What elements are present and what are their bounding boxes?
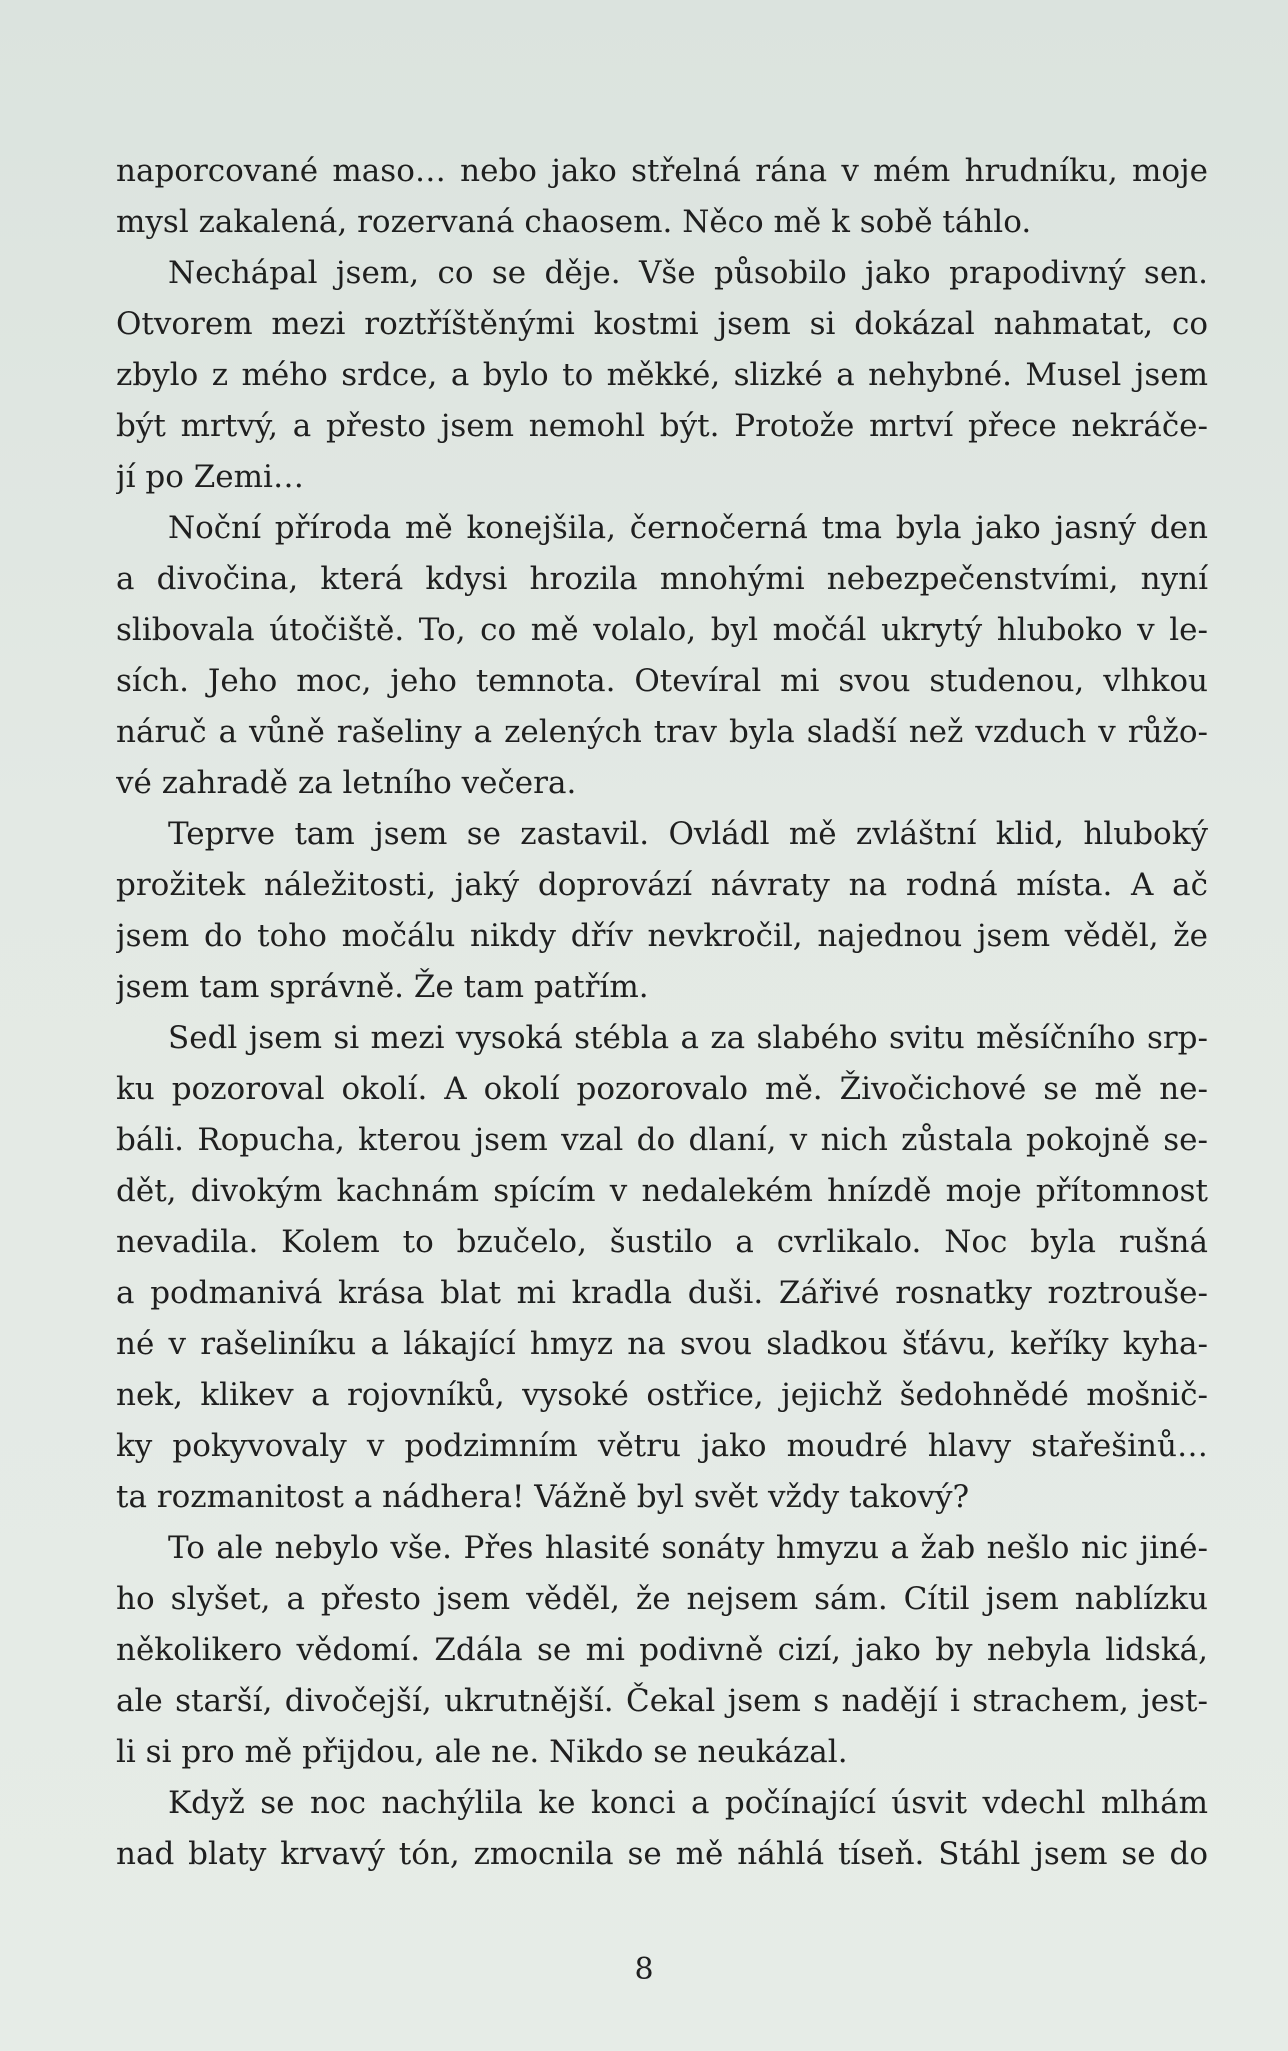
text-line: zbylo z mého srdce, a bylo to měkké, slizké a nehybné. Musel jsem xyxy=(116,357,1208,393)
text-line: naporcované maso… nebo jako střelná rána v mém hrudníku, moje xyxy=(116,153,1208,189)
text-line: Otvorem mezi roztříštěnými kostmi jsem si dokázal nahmatat, co xyxy=(116,306,1208,342)
text-line: To ale nebylo vše. Přes hlasité sonáty hmyzu a žab nešlo nic jiné- xyxy=(168,1530,1208,1566)
text-line: nek, klikev a rojovníků, vysoké ostřice, jejichž šedohnědé mošnič- xyxy=(116,1377,1208,1413)
text-line: Když se noc nachýlila ke konci a počínající úsvit vdechl mlhám xyxy=(168,1785,1208,1821)
text-line: nevadila. Kolem to bzučelo, šustilo a cvrlikalo. Noc byla rušná xyxy=(116,1224,1208,1260)
text-line: sích. Jeho moc, jeho temnota. Otevíral mi svou studenou, vlhkou xyxy=(116,663,1208,699)
text-line: jsem tam správně. Že tam patřím. xyxy=(116,969,649,1005)
text-line: né v rašeliníku a lákající hmyz na svou sladkou šťávu, keříky kyha- xyxy=(116,1326,1208,1362)
text-line: nad blaty krvavý tón, zmocnila se mě náhlá tíseň. Stáhl jsem se do xyxy=(116,1836,1208,1872)
text-line: Sedl jsem si mezi vysoká stébla a za slabého svitu měsíčního srp- xyxy=(168,1020,1208,1056)
body-text xyxy=(116,146,1208,1880)
text-line: ku pozoroval okolí. A okolí pozorovalo mě. Živočichové se mě ne- xyxy=(116,1071,1208,1107)
text-line: Nechápal jsem, co se děje. Vše působilo jako prapodivný sen. xyxy=(168,255,1208,291)
text-line: ho slyšet, a přesto jsem věděl, že nejsem sám. Cítil jsem nablízku xyxy=(116,1581,1208,1617)
text-line: Noční příroda mě konejšila, černočerná tma byla jako jasný den xyxy=(168,510,1208,546)
text-line: li si pro mě přijdou, ale ne. Nikdo se neukázal. xyxy=(116,1734,848,1770)
text-line: vé zahradě za letního večera. xyxy=(116,765,577,801)
text-line: jí po Zemi… xyxy=(116,459,304,495)
text-line: být mrtvý, a přesto jsem nemohl být. Protože mrtví přece nekráče- xyxy=(116,408,1208,444)
text-line: a divočina, která kdysi hrozila mnohými nebezpečenstvími, nyní xyxy=(116,561,1208,597)
text-line: prožitek náležitosti, jaký doprovází návraty na rodná místa. A ač xyxy=(116,867,1208,903)
text-line: ale starší, divočejší, ukrutnější. Čekal jsem s nadějí i strachem, jest- xyxy=(116,1683,1208,1719)
text-line: Teprve tam jsem se zastavil. Ovládl mě zvláštní klid, hluboký xyxy=(168,816,1208,852)
text-line: slibovala útočiště. To, co mě volalo, byl močál ukrytý hluboko v le- xyxy=(116,612,1208,648)
text-line: a podmanivá krása blat mi kradla duši. Zářivé rosnatky roztrouše- xyxy=(116,1275,1208,1311)
text-line: dět, divokým kachnám spícím v nedalekém hnízdě moje přítomnost xyxy=(116,1173,1208,1209)
page-number: 8 xyxy=(634,1952,654,1987)
text-line: ky pokyvovaly v podzimním větru jako moudré hlavy stařešinů… xyxy=(116,1428,1208,1464)
text-line: několikero vědomí. Zdála se mi podivně cizí, jako by nebyla lidská, xyxy=(116,1632,1208,1668)
text-line: náruč a vůně rašeliny a zelených trav byla sladší než vzduch v růžo- xyxy=(116,714,1208,750)
text-line: ta rozmanitost a nádhera! Vážně byl svět vždy takový? xyxy=(116,1479,970,1515)
text-line: báli. Ropucha, kterou jsem vzal do dlaní, v nich zůstala pokojně se- xyxy=(116,1122,1208,1158)
text-line: mysl zakalená, rozervaná chaosem. Něco mě k sobě táhlo. xyxy=(116,204,1032,240)
text-line: jsem do toho močálu nikdy dřív nevkročil, najednou jsem věděl, že xyxy=(116,918,1208,954)
